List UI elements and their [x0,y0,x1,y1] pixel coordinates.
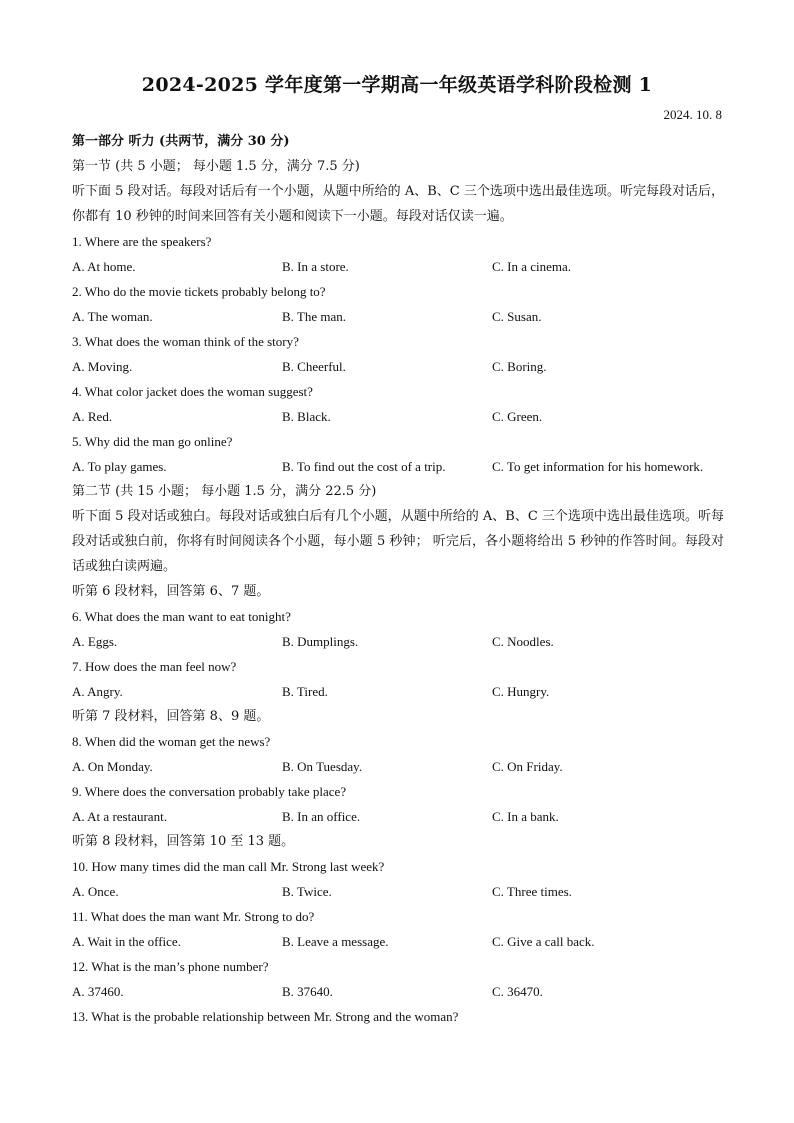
section2-instructions: 听下面 5 段对话或独白。每段对话或独白后有几个小题，从题中所给的 A、B、C 三个选项中选出最佳选项。听每段对话或独白前，你将有时间阅读各个小题，每小题 5 秒钟； 听完后，各小题将给出 5 秒钟的作答时间。每段对话或独白读两遍。 [72,509,724,574]
option-c: C. Three times. [492,884,572,899]
question-11: 11. What does the man want Mr. Strong to do? [72,909,315,924]
question-2: 2. Who do the movie tickets probably belong to? [72,284,326,299]
option-c: C. To get information for his homework. [492,459,704,474]
question-13: 13. What is the probable relationship between Mr. Strong and the woman? [72,1009,459,1024]
option-b: B. Black. [282,409,331,424]
option-b: B. Cheerful. [282,359,346,374]
options-10 [72,879,724,904]
option-a: A. At home. [72,259,136,274]
section1-heading: 第一节 (共 5 小题； 每小题 1.5 分，满分 7.5 分) [72,159,360,174]
option-c: C. In a bank. [492,809,559,824]
question-4: 4. What color jacket does the woman suggest? [72,384,313,399]
option-c: C. Susan. [492,309,542,324]
option-b: B. In an office. [282,809,361,824]
option-c: C. 36470. [492,984,543,999]
options-11 [72,929,724,954]
option-b: B. In a store. [282,259,349,274]
question-7: 7. How does the man feel now? [72,659,237,674]
options-1 [72,254,724,279]
option-a: A. On Monday. [72,759,153,774]
question-12: 12. What is the man’s phone number? [72,959,269,974]
option-b: B. Dumplings. [282,634,359,649]
option-a: A. Wait in the office. [72,934,181,949]
question-5: 5. Why did the man go online? [72,434,233,449]
page-title: 2024-2025 学年度第一学期高一年级英语学科阶段检测 1 [141,74,653,96]
option-a: A. The woman. [72,309,153,324]
option-a: A. Once. [72,884,119,899]
options-5 [72,454,724,479]
option-c: C. Green. [492,409,543,424]
section2-heading: 第二节 (共 15 小题； 每小题 1.5 分，满分 22.5 分) [72,484,377,499]
option-b: B. 37640. [282,984,333,999]
option-c: C. Give a call back. [492,934,595,949]
option-b: B. The man. [282,309,347,324]
option-b: B. Leave a message. [282,934,389,949]
option-a: A. Eggs. [72,634,118,649]
option-a: A. Red. [72,409,113,424]
option-c: C. On Friday. [492,759,563,774]
options-8 [72,754,724,779]
option-b: B. On Tuesday. [282,759,363,774]
option-b: B. Tired. [282,684,328,699]
option-c: C. Noodles. [492,634,554,649]
option-c: C. Hungry. [492,684,550,699]
group-note-6: 听第 6 段材料，回答第 6、7 题。 [72,584,270,599]
part1-heading: 第一部分 听力 (共两节，满分 30 分) [72,134,290,149]
option-c: C. Boring. [492,359,547,374]
options-6 [72,629,724,654]
option-c: C. In a cinema. [492,259,572,274]
question-6: 6. What does the man want to eat tonight? [72,609,291,624]
section1-instructions: 听下面 5 段对话。每段对话后有一个小题，从题中所给的 A、B、C 三个选项中选出最佳选项。听完每段对话后，你都有 10 秒钟的时间来回答有关小题和阅读下一小题。每段对话仅读一遍。 [72,184,724,224]
option-a: A. At a restaurant. [72,809,167,824]
group-note-8: 听第 8 段材料，回答第 10 至 13 题。 [72,834,295,849]
option-a: A. 37460. [72,984,124,999]
option-b: B. To find out the cost of a trip. [282,459,446,474]
option-a: A. Moving. [72,359,133,374]
question-1: 1. Where are the speakers? [72,234,212,249]
option-a: A. To play games. [72,459,167,474]
option-b: B. Twice. [282,884,332,899]
options-4 [72,404,724,429]
options-12 [72,979,724,1004]
options-9 [72,804,724,829]
options-2 [72,304,724,329]
exam-date: 2024. 10. 8 [663,107,722,122]
options-3 [72,354,724,379]
option-a: A. Angry. [72,684,123,699]
question-9: 9. Where does the conversation probably take place? [72,784,347,799]
exam-body [72,129,724,1029]
question-3: 3. What does the woman think of the story? [72,334,299,349]
options-7 [72,679,724,704]
question-8: 8. When did the woman get the news? [72,734,271,749]
group-note-7: 听第 7 段材料，回答第 8、9 题。 [72,709,270,724]
question-10: 10. How many times did the man call Mr. Strong last week? [72,859,385,874]
